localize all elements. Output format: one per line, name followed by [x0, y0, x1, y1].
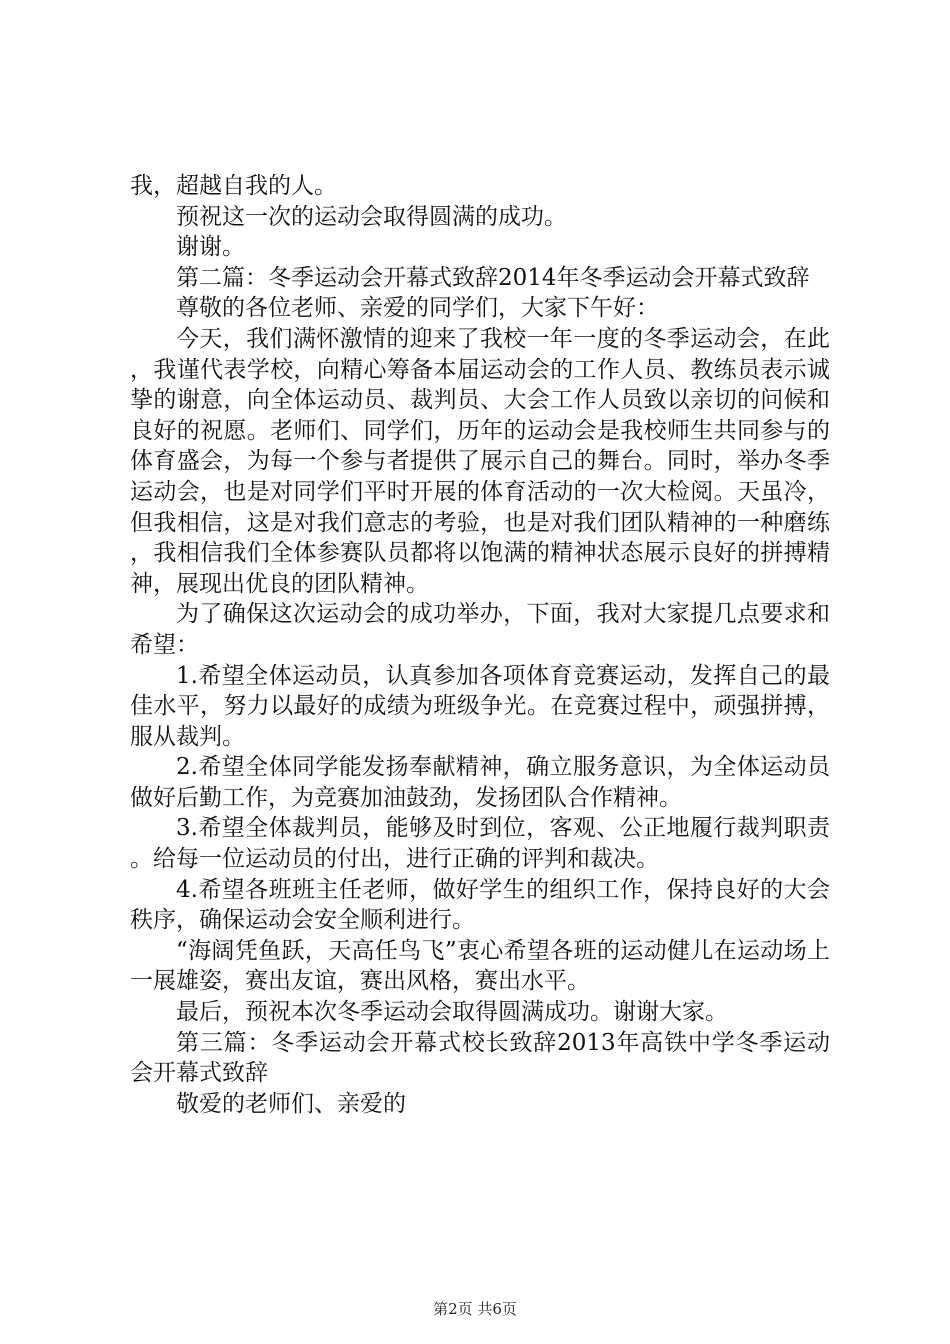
- paragraph-2: 预祝这一次的运动会取得圆满的成功。: [176, 203, 567, 230]
- salutation-2: 尊敬的各位老师、亲爱的同学们，大家下午好：: [176, 295, 659, 322]
- paragraph-6: 今天，我们满怀激情的迎来了我校一年一度的冬季运动会，在此，我谨代表学校，向精心筹备本届运动会的工作人员、教练员表示诚挚的谢意，向全体运动员、裁判员、大会工作人员致以亲切的问候和良好的祝愿。老师们、同学们，历年的运动会是我校师生共同参与的体育盛会，为每一个参与者提供了展示自己的舞台。同时，举办冬季运动会，也是对同学们平时开展的体育活动的一次大检阅。天虽冷，但我相信，这是对我们意志的考验，也是对我们团队精神的一种磨练，我相信我们全体参赛队员都将以饱满的精神状态展示良好的拼搏精神，展现出优良的团队精神。: [130, 325, 830, 597]
- salutation-3: 敬爱的老师们、亲爱的: [176, 1090, 406, 1117]
- list-item-1: 1.希望全体运动员，认真参加各项体育竞赛运动，发挥自己的最佳水平，努力以最好的成绩为班级争光。在竞赛过程中，顽强拼搏，服从裁判。: [130, 662, 830, 750]
- paragraph-1: 我，超越自我的人。: [130, 173, 337, 199]
- list-item-3: 3.希望全体裁判员，能够及时到位，客观、公正地履行裁判职责。给每一位运动员的付出，进行正确的评判和裁决。: [130, 815, 830, 873]
- section-heading-3: 第三篇：冬季运动会开幕式校长致辞2013年高铁中学冬季运动会开幕式致辞: [130, 1029, 830, 1087]
- paragraph-12: “海阔凭鱼跃，天高任鸟飞”衷心希望各班的运动健儿在运动场上一展雄姿，赛出友谊，赛出风格，赛出水平。: [130, 937, 830, 995]
- list-item-4: 4.希望各班班主任老师，做好学生的组织工作，保持良好的大会秩序，确保运动会安全顺利进行。: [130, 876, 830, 934]
- paragraph-3: 谢谢。: [176, 234, 245, 261]
- paragraph-13: 最后，预祝本次冬季运动会取得圆满成功。谢谢大家。: [176, 999, 728, 1026]
- paragraph-7: 为了确保这次运动会的成功举办，下面，我对大家提几点要求和希望：: [130, 601, 830, 658]
- page-number-footer: 第2页 共6页: [433, 1300, 517, 1318]
- section-heading-2: 第二篇：冬季运动会开幕式致辞2014年冬季运动会开幕式致辞: [176, 264, 810, 291]
- document-body: [130, 171, 830, 1119]
- list-item-2: 2.希望全体同学能发扬奉献精神，确立服务意识，为全体运动员做好后勤工作，为竞赛加油鼓劲，发扬团队合作精神。: [130, 754, 830, 811]
